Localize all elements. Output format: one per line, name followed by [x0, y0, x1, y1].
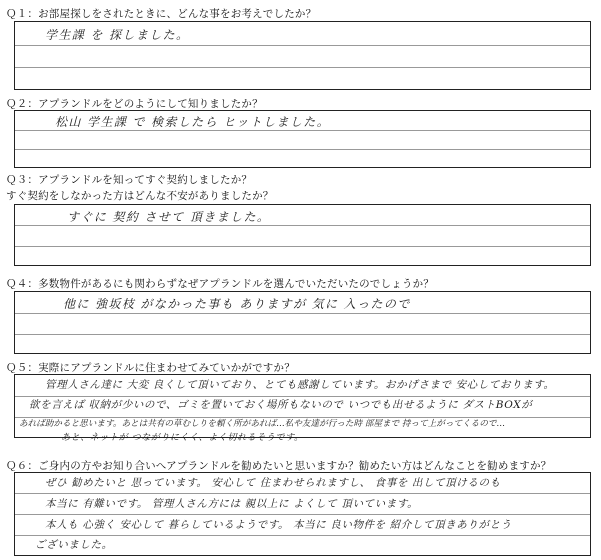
- answer-text: 学生課 を 探しました。: [45, 28, 190, 42]
- question-3-answer-box: [14, 204, 591, 266]
- answer-line: [15, 334, 590, 335]
- answer-text: 欲を言えば 収納が少いので、ゴミを置いておく場所もないので いつでも出せるように ダストBOXが: [29, 399, 533, 411]
- answer-line: [15, 493, 590, 494]
- answer-line: [15, 535, 590, 536]
- answer-text: 松山 学生課 で 検索したら ヒットしました。: [55, 115, 331, 129]
- answer-line: [15, 514, 590, 515]
- answer-line: [15, 67, 590, 68]
- question-4-label: Ｑ４：多数物件があるにも関わらずなぜアプランドルを選んでいただいたのでしょうか？: [6, 278, 434, 290]
- question-1-answer-box: [14, 21, 591, 90]
- question-3-sublabel: すぐ契約をしなかった方はどんな不安がありましたか？: [6, 190, 274, 202]
- answer-line: [15, 149, 590, 150]
- answer-line: [15, 225, 590, 226]
- question-2-answer-box: [14, 110, 591, 168]
- answer-text: すぐに 契約 させて 頂きました。: [67, 210, 271, 224]
- answer-text: 管理人さん達に 大変 良くして頂いており、とても感謝しています。おかげさまで 安心しております。: [45, 379, 555, 391]
- question-6-label: Ｑ６：ご身内の方やお知り合いへアプランドルを勧めたいと思いますか？勧めたい方はどんなことを勧めますか？: [6, 460, 552, 472]
- answer-text: 本人も 心強く 安心して 暮らしているようです。 本当に 良い物件を 紹介して頂きありがとう: [45, 519, 512, 531]
- question-2-label: Ｑ２：アプランドルをどのようにして知りましたか？: [6, 98, 263, 110]
- answer-line: [15, 246, 590, 247]
- question-3-label: Ｑ３：アプランドルを知ってすぐ契約しましたか？: [6, 174, 253, 186]
- question-5-answer-box: [14, 374, 591, 443]
- answer-text: あと、ネットが つながりにくく、よく切れるそうです。: [61, 433, 304, 443]
- answer-text: ぜひ 勧めたいと 思っています。 安心して 住まわせられますし、 食事を 出して頂けるのも: [45, 477, 501, 489]
- question-4-answer-box: [14, 291, 591, 354]
- question-6-answer-box: [14, 472, 591, 556]
- question-5-label: Ｑ５：実際にアプランドルに住まわせてみていかがですか？: [6, 362, 295, 374]
- answer-text: 他に 強坂枝 がなかった事も ありますが 気に 入ったので: [63, 297, 411, 311]
- answer-line: [15, 130, 590, 131]
- answer-text: ございました。: [35, 539, 113, 551]
- answer-line: [15, 313, 590, 314]
- answer-text: あれば助かると思います。あとは共有の草むしりを頼く所があれば…私や友達が行った時 部屋まで 持って上がってくるので…: [19, 419, 506, 429]
- answer-text: 本当に 有難いです。 管理人さん方には 親以上に よくして 頂いています。: [45, 498, 419, 510]
- question-1-label: Ｑ１：お部屋探しをされたときに、どんな事をお考えでしたか？: [6, 8, 317, 20]
- answer-line: [15, 45, 590, 46]
